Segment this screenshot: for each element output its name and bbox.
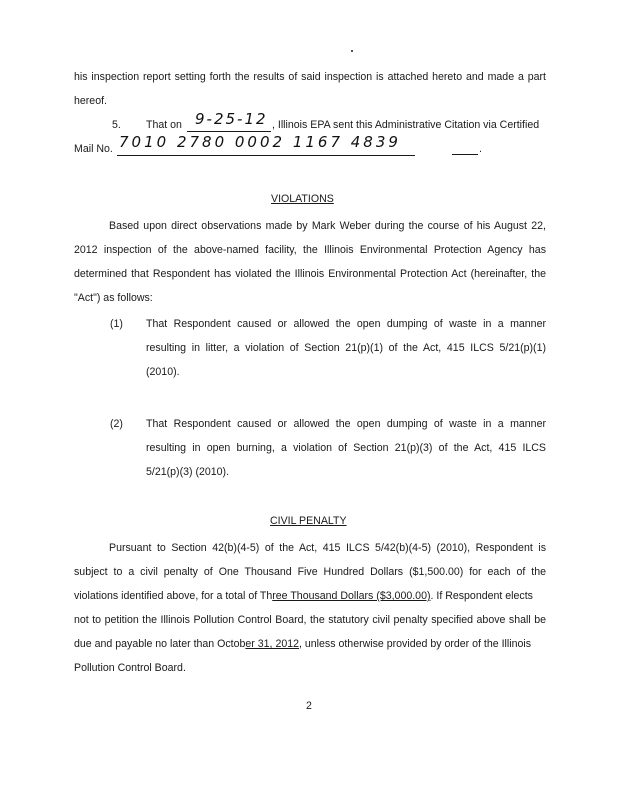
paragraph-line: "Act") as follows: [74, 292, 153, 304]
violation-line: That Respondent caused or allowed the open dumping of waste in a manner [146, 418, 546, 430]
civil-penalty-heading: CIVIL PENALTY [270, 515, 347, 527]
paragraph-line: Pursuant to Section 42(b)(4-5) of the Act, 415 ILCS 5/42(b)(4-5) (2010), Respondent is [109, 542, 546, 554]
paragraph-line: not to petition the Illinois Pollution Control Board, the statutory civil penalty specified above shall be [74, 614, 546, 626]
mail-number-blank [117, 133, 415, 156]
text-run: due and payable no later than Octob [74, 638, 246, 650]
paragraph-line: his inspection report setting forth the results of said inspection is attached hereto and made a part [74, 71, 546, 83]
short-blank [452, 143, 478, 155]
violation-line: resulting in litter, a violation of Section 21(p)(1) of the Act, 415 ILCS 5/21(p)(1) [146, 342, 546, 354]
text-run: , unless otherwise provided by order of the Illinois [299, 638, 532, 650]
paragraph-line: 2012 inspection of the above-named facility, the Illinois Environmental Protection Agency has [74, 244, 546, 256]
item-number: 5. [112, 119, 121, 131]
text-run: . If Respondent elects [430, 590, 533, 602]
violation-line: 5/21(p)(3) (2010). [146, 466, 230, 478]
end-period: . [479, 143, 482, 155]
violations-heading: VIOLATIONS [271, 193, 334, 205]
item5-text-after: , Illinois EPA sent this Administrative Citation via Certified [272, 119, 540, 131]
paragraph-line: hereof. [74, 95, 107, 107]
violation-number: (1) [110, 318, 123, 330]
paragraph-line: Based upon direct observations made by Mark Weber during the course of his August 22, [109, 220, 546, 232]
date-blank [187, 110, 271, 132]
page-number: 2 [306, 700, 312, 712]
paragraph-line [74, 638, 531, 651]
underlined-amount: ree Thousand Dollars ($3,000.00) [272, 590, 431, 602]
scan-speck [351, 50, 353, 52]
violation-line: That Respondent caused or allowed the open dumping of waste in a manner [146, 318, 546, 330]
violation-line: resulting in open burning, a violation of Section 21(p)(3) of the Act, 415 ILCS [146, 442, 546, 454]
paragraph-line: subject to a civil penalty of One Thousand Five Hundred Dollars ($1,500.00) for each of the [74, 566, 546, 578]
handwritten-mail-number: 7010 2780 0002 1167 4839 [119, 133, 401, 151]
violation-number: (2) [110, 418, 123, 430]
item5-text-before: That on [146, 119, 182, 131]
mail-label: Mail No. [74, 143, 113, 155]
handwritten-date: 9-25-12 [195, 110, 268, 128]
paragraph-line: Pollution Control Board. [74, 662, 186, 674]
paragraph-line: determined that Respondent has violated the Illinois Environmental Protection Act (hereinafter, the [74, 268, 546, 280]
text-run: violations identified above, for a total of Th [74, 590, 273, 602]
paragraph-line [74, 590, 533, 603]
violation-line: (2010). [146, 366, 180, 378]
underlined-date: er 31, 2012 [245, 638, 300, 650]
